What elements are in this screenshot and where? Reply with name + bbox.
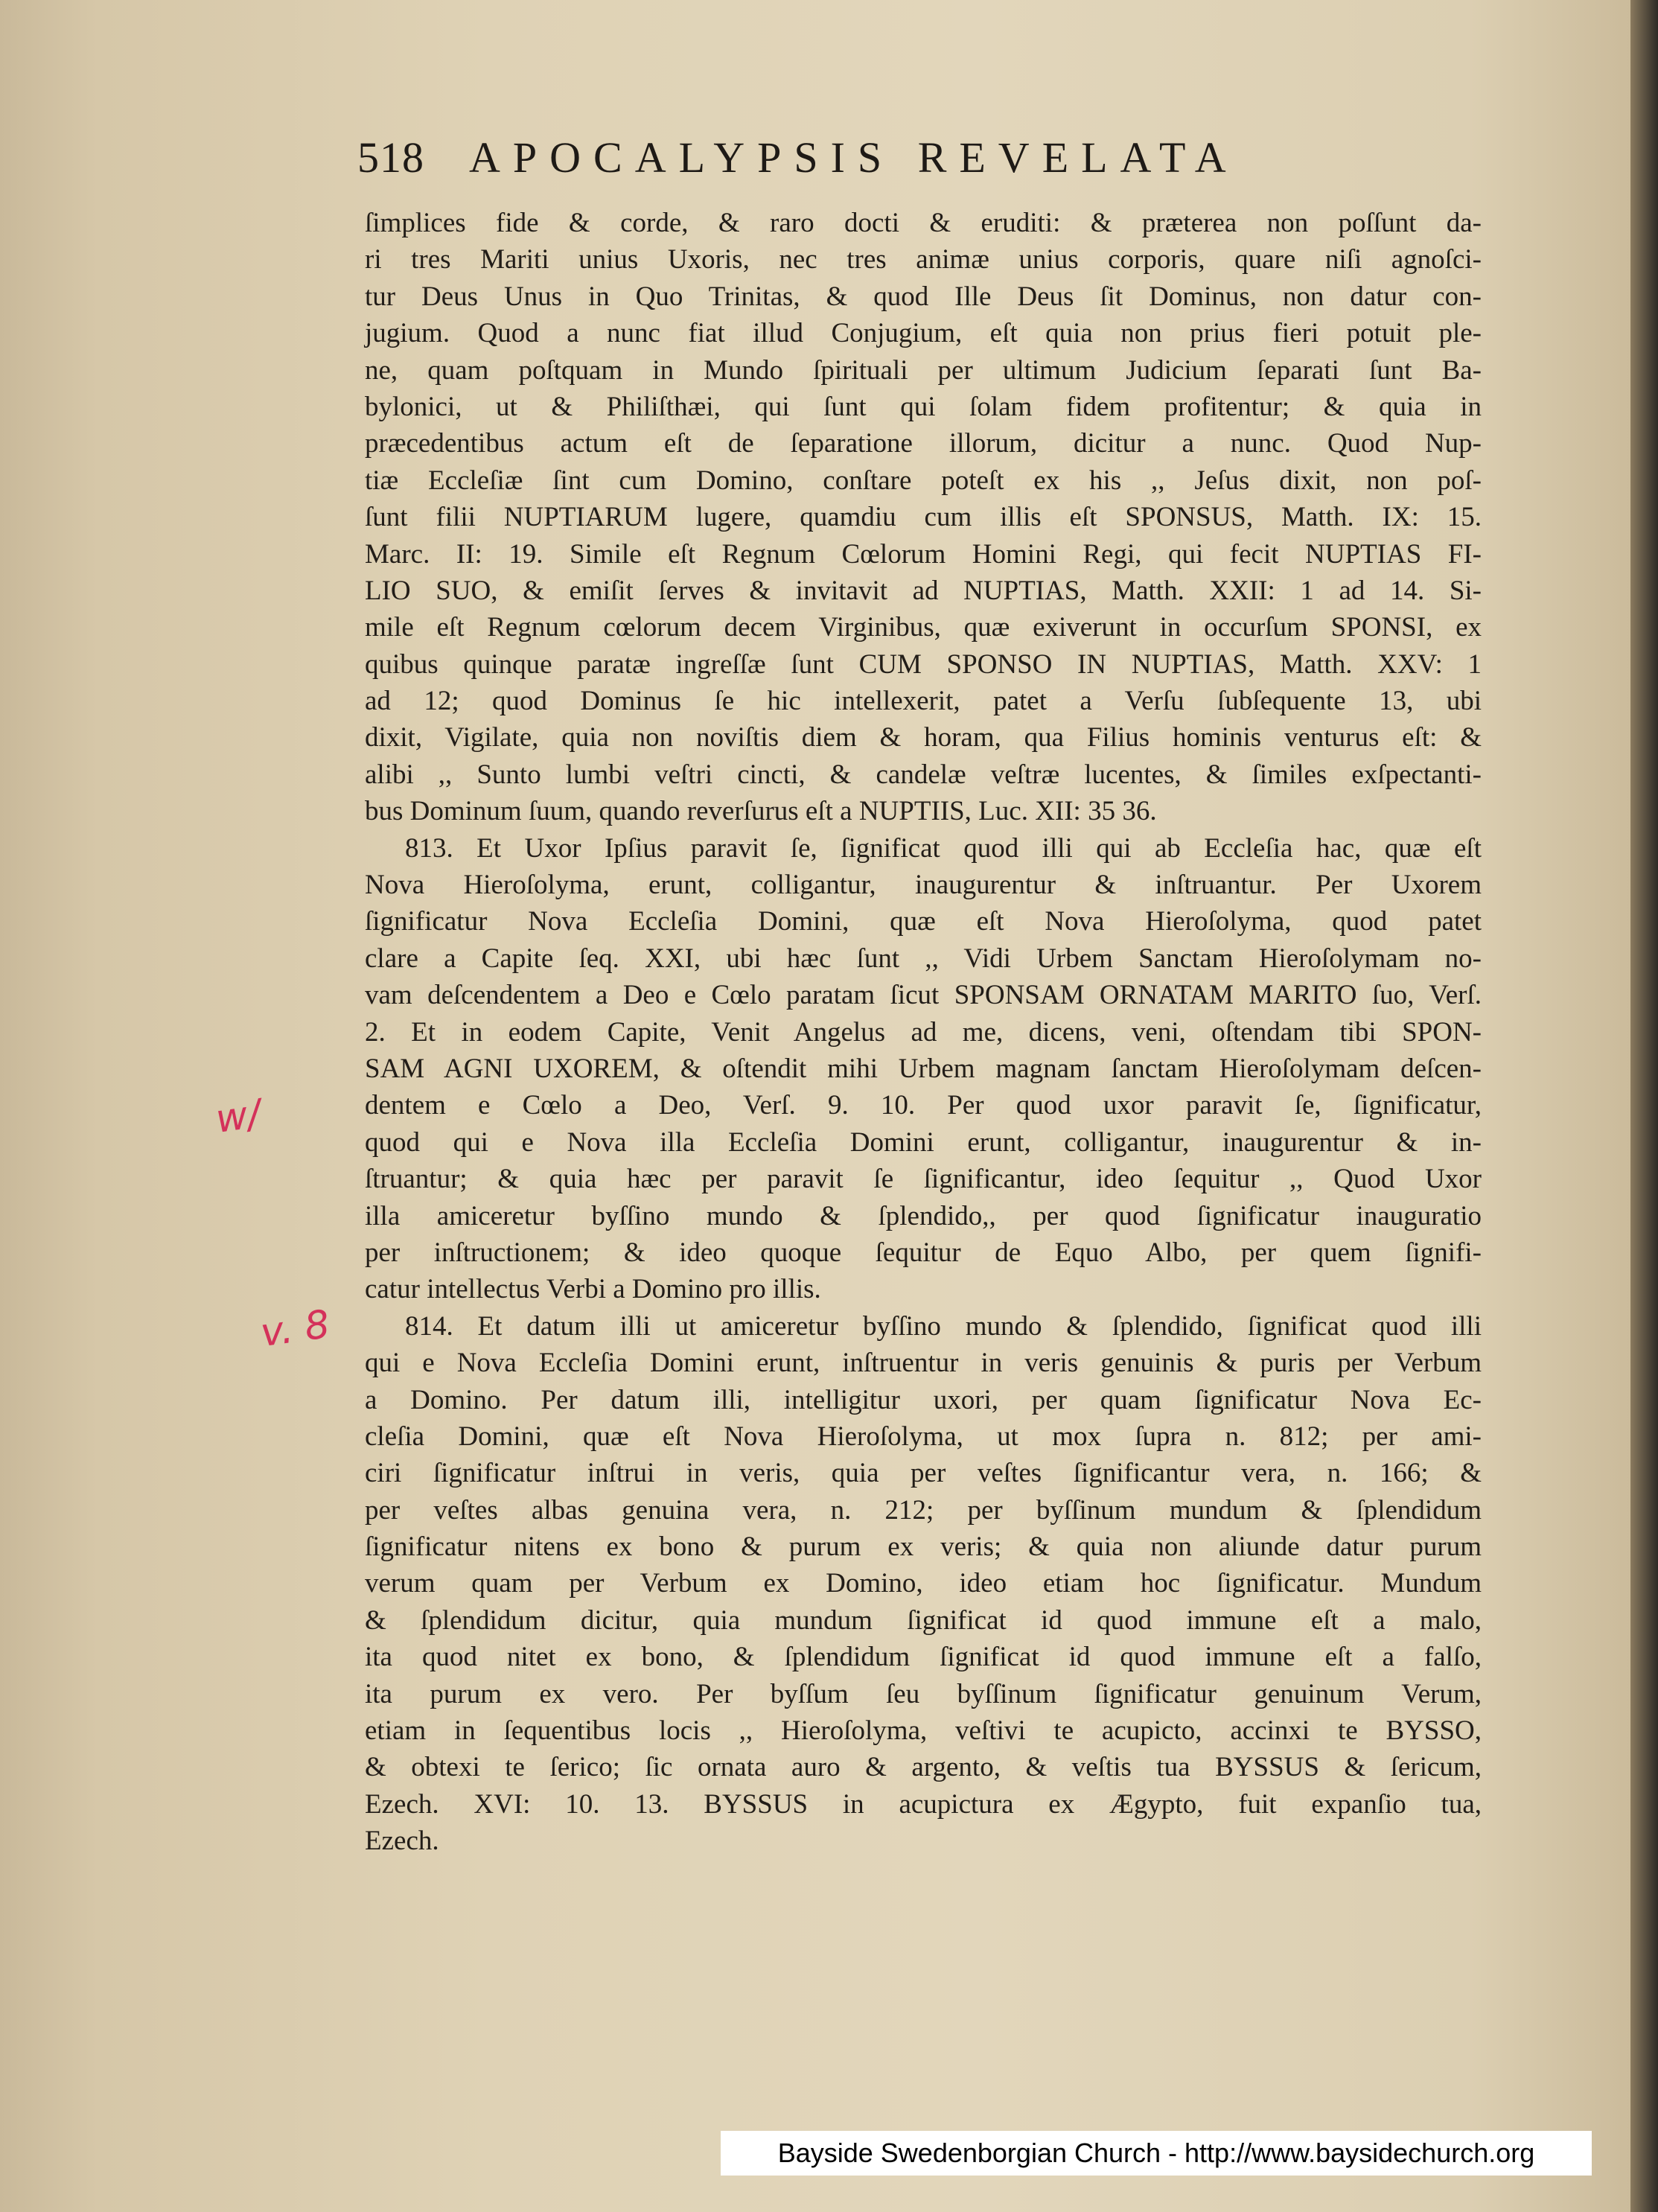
- text-line: ad 12; quod Dominus ſe hic intellexerit, patet a Verſu ſubſequente 13, ubi: [365, 686, 1482, 717]
- page-number: 518: [357, 133, 424, 182]
- text-line: qui e Nova Eccleſia Domini erunt, inſtruentur in veris genuinis & puris per Verbum: [365, 1348, 1482, 1379]
- text-line: ſtruantur; & quia hæc per paravit ſe ſignificantur, ideo ſequitur ,, Quod Uxor: [365, 1164, 1482, 1195]
- text-line: tiæ Eccleſiæ ſint cum Domino, conſtare poteſt ex his ,, Jeſus dixit, non poſ-: [365, 465, 1482, 496]
- text-line: vam deſcendentem a Deo e Cœlo paratam ſicut SPONSAM ORNATAM MARITO ſuo, Verſ.: [365, 980, 1482, 1011]
- text-line: ſimplices fide & corde, & raro docti & eruditi: & præterea non poſſunt da-: [365, 208, 1482, 238]
- catchword: [365, 1860, 1482, 1896]
- text-line: & obtexi te ſerico; ſic ornata auro & argento, & veſtis tua BYSSUS & ſericum,: [365, 1752, 1482, 1783]
- text-line: 2. Et in eodem Capite, Venit Angelus ad me, dicens, veni, oſtendam tibi SPON-: [365, 1016, 1482, 1048]
- text-line: alibi ,, Sunto lumbi veſtri cincti, & candelæ veſtræ lucentes, & ſimiles exſpectanti-: [365, 759, 1482, 790]
- text-line: ciri ſignificatur inſtrui in veris, quia per veſtes ſignificantur vera, n. 166; &: [365, 1458, 1482, 1489]
- text-line: ita quod nitet ex bono, & ſplendidum ſignificat id quod immune eſt a falſo,: [365, 1642, 1482, 1673]
- text-line: ne, quam poſtquam in Mundo ſpirituali per ultimum Judicium ſeparati ſunt Ba-: [365, 354, 1482, 386]
- text-line: etiam in ſequentibus locis ,, Hieroſolyma, veſtivi te acupicto, accinxi te BYSSO,: [365, 1715, 1482, 1747]
- text-line: bylonici, ut & Philiſthæi, qui ſunt qui ſolam fidem profitentur; & quia in: [365, 391, 1482, 422]
- text-line: cleſia Domini, quæ eſt Nova Hieroſolyma, ut mox ſupra n. 812; per ami-: [365, 1421, 1482, 1452]
- source-credit: Bayside Swedenborgian Church - http://www.baysidechurch.org: [721, 2131, 1592, 2176]
- text-line: catur intellectus Verbi a Domino pro illis.: [365, 1274, 821, 1305]
- text-line: Ezech.: [365, 1826, 439, 1857]
- running-title: APOCALYPSIS REVELATA: [469, 133, 1239, 182]
- text-line: Nova Hieroſolyma, erunt, colligantur, inaugurentur & inſtruantur. Per Uxorem: [365, 870, 1482, 901]
- page-header: [357, 133, 1422, 192]
- text-line: per veſtes albas genuina vera, n. 212; per byſſinum mundum & ſplendidum: [365, 1494, 1482, 1526]
- text-line: SAM AGNI UXOREM, & oſtendit mihi Urbem magnam ſanctam Hieroſolymam deſcen-: [365, 1053, 1482, 1084]
- text-line: Ezech. XVI: 10. 13. BYSSUS in acupictura ex Ægypto, fuit expanſio tua,: [365, 1788, 1482, 1820]
- text-line: tur Deus Unus in Quo Trinitas, & quod Ille Deus ſit Dominus, non datur con-: [365, 281, 1482, 312]
- text-line: dentem e Cœlo a Deo, Verſ. 9. 10. Per quod uxor paravit ſe, ſignificatur,: [365, 1090, 1482, 1121]
- text-line: Marc. II: 19. Simile eſt Regnum Cœlorum Homini Regi, qui fecit NUPTIAS FI-: [365, 538, 1482, 570]
- text-line: a Domino. Per datum illi, intelligitur uxori, per quam ſignificatur Nova Ec-: [365, 1384, 1482, 1415]
- text-line: ſignificatur Nova Eccleſia Domini, quæ eſt Nova Hieroſolyma, quod patet: [365, 906, 1482, 937]
- text-line: jugium. Quod a nunc fiat illud Conjugium, eſt quia non prius fieri potuit ple-: [365, 318, 1482, 349]
- text-line: clare a Capite ſeq. XXI, ubi hæc ſunt ,, Vidi Urbem Sanctam Hieroſolymam no-: [365, 943, 1482, 974]
- text-line: LIO SUO, & emiſit ſerves & invitavit ad NUPTIAS, Matth. XXII: 1 ad 14. Si-: [365, 575, 1482, 606]
- text-line: mile eſt Regnum cœlorum decem Virginibus, quæ exiverunt in occurſum SPONSI, ex: [365, 612, 1482, 643]
- text-line: quod qui e Nova illa Eccleſia Domini erunt, colligantur, inaugurentur & in-: [365, 1126, 1482, 1158]
- paragraph-814-start: 814. Et datum illi ut amiceretur byſſino mundo & ſplendido, ſignificat quod illi: [405, 1310, 1482, 1342]
- margin-note-handwritten: w/: [213, 1091, 264, 1142]
- text-line: ſignificatur nitens ex bono & purum ex veris; & quia non aliunde datur purum: [365, 1531, 1482, 1563]
- text-line: & ſplendidum dicitur, quia mundum ſignificat id quod immune eſt a malo,: [365, 1604, 1482, 1636]
- text-line: dixit, Vigilate, quia non noviſtis diem & horam, qua Filius hominis venturus eſt: &: [365, 722, 1482, 753]
- text-line: ſunt filii NUPTIARUM lugere, quamdiu cum illis eſt SPONSUS, Matth. IX: 15.: [365, 502, 1482, 533]
- text-line: verum quam per Verbum ex Domino, ideo etiam hoc ſignificatur. Mundum: [365, 1568, 1482, 1599]
- page-edge-shadow: [1630, 0, 1658, 2212]
- paragraph-813-start: 813. Et Uxor Ipſius paravit ſe, ſignificat quod illi qui ab Eccleſia hac, quæ eſt: [405, 832, 1482, 864]
- text-line: quibus quinque paratæ ingreſſæ ſunt CUM SPONSO IN NUPTIAS, Matth. XXV: 1: [365, 648, 1482, 680]
- text-line: præcedentibus actum eſt de ſeparatione illorum, dicitur a nunc. Quod Nup-: [365, 428, 1482, 459]
- text-line: bus Dominum ſuum, quando reverſurus eſt a NUPTIIS, Luc. XII: 35 36.: [365, 796, 1157, 827]
- body-text: [365, 205, 1482, 1896]
- text-line: ita purum ex vero. Per byſſum ſeu byſſinum ſignificatur genuinum Verum,: [365, 1678, 1482, 1709]
- text-line: per inſtructionem; & ideo quoque ſequitur de Equo Albo, per quem ſignifi-: [365, 1237, 1482, 1268]
- text-line: ri tres Mariti unius Uxoris, nec tres animæ unius corporis, quare niſi agnoſci-: [365, 244, 1482, 275]
- margin-note-handwritten: v. 8: [258, 1301, 333, 1357]
- text-line: illa amiceretur byſſino mundo & ſplendido,, per quod ſignificatur inauguratio: [365, 1200, 1482, 1231]
